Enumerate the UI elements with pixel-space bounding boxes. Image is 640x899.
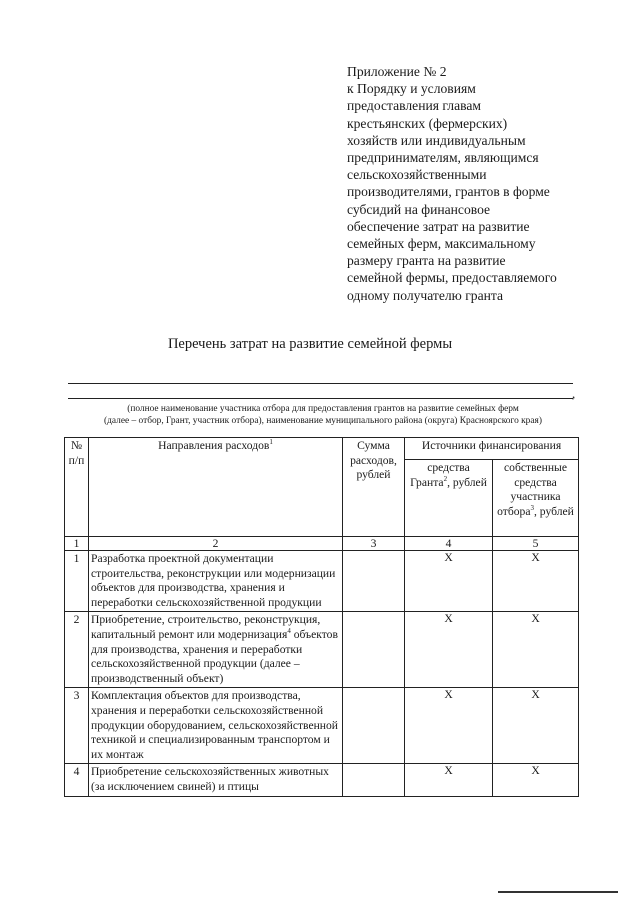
appendix-line: сельскохозяйственными	[347, 167, 487, 183]
row-number: 4	[65, 764, 89, 796]
row-own: Х	[493, 764, 579, 796]
row-name-text: объектов для производства, хранения и переработки сельскохозяйственной продукции (далее – производственный объект)	[91, 627, 338, 685]
table-row	[65, 764, 579, 796]
header-grant-text: средства Гранта	[410, 461, 470, 489]
header-directions-text: Направления расходов	[158, 439, 270, 452]
footnote-mark: 3	[530, 503, 534, 512]
trailing-comma: ,	[572, 386, 576, 401]
footnote-mark: 1	[269, 438, 273, 447]
appendix-line: семейной фермы, предоставляемого	[347, 270, 557, 286]
header-sum: Сумма расходов, рублей	[343, 438, 405, 537]
table-header-row	[65, 438, 579, 460]
header-sources: Источники финансирования	[405, 438, 579, 460]
row-sum	[343, 612, 405, 688]
row-grant: Х	[405, 551, 493, 612]
row-own: Х	[493, 688, 579, 764]
bottom-rule	[498, 891, 618, 893]
column-number: 2	[89, 537, 343, 551]
row-grant: Х	[405, 688, 493, 764]
row-sum	[343, 551, 405, 612]
row-number: 3	[65, 688, 89, 764]
row-grant: Х	[405, 612, 493, 688]
row-own: Х	[493, 551, 579, 612]
column-number: 3	[343, 537, 405, 551]
column-number: 5	[493, 537, 579, 551]
header-grant	[405, 460, 493, 537]
header-own	[493, 460, 579, 537]
appendix-line: производителями, грантов в форме	[347, 184, 550, 200]
row-name: Разработка проектной документации строительства, реконструкции или модернизации объектов для производства, хранения и переработки сельскохозяйственной продукции	[89, 551, 343, 612]
header-directions	[89, 438, 343, 537]
footnote-mark: 2	[443, 474, 448, 483]
appendix-line: хозяйств или индивидуальным	[347, 132, 526, 148]
row-own: Х	[493, 612, 579, 688]
appendix-line: Приложение № 2	[347, 64, 447, 79]
header-own-unit: , рублей	[534, 504, 574, 518]
appendix-line: предпринимателям, являющимся	[347, 150, 539, 166]
fill-in-line	[68, 383, 573, 384]
appendix-line: к Порядку и условиям	[347, 81, 476, 97]
appendix-line: размеру гранта на развитие	[347, 253, 506, 269]
appendix-line: субсидий на финансовое	[347, 201, 491, 217]
row-sum	[343, 764, 405, 796]
table-row	[65, 551, 579, 612]
column-numbering-row	[65, 537, 579, 551]
header-own-text: собственные средства участника отбора	[497, 461, 567, 518]
row-name-text: Приобретение, строительство, реконструкция, капитальный ремонт или модернизация	[91, 613, 321, 641]
table-row	[65, 612, 579, 688]
header-grant-unit: , рублей	[447, 475, 487, 489]
appendix-note	[347, 63, 597, 304]
expenses-table	[64, 437, 579, 797]
column-number: 1	[65, 537, 89, 551]
footnote-mark: 4	[287, 627, 291, 636]
column-number: 4	[405, 537, 493, 551]
row-grant: Х	[405, 764, 493, 796]
document-title: Перечень затрат на развитие семейной фермы	[167, 336, 453, 352]
table-row	[65, 688, 579, 764]
appendix-line: предоставления главам	[347, 98, 481, 114]
row-name: Приобретение сельскохозяйственных животных (за исключением свиней) и птицы	[89, 764, 343, 796]
caption-line: (далее – отбор, Грант, участник отбора), наименование муниципального района (округа) Красноярского края)	[104, 416, 542, 427]
row-name: Комплектация объектов для производства, хранения и переработки сельскохозяйственной продукции оборудованием, сельскохозяйственной техникой и специализированным транспортом и их монтаж	[89, 688, 343, 764]
appendix-line: обеспечение затрат на развитие	[347, 218, 530, 234]
caption-line: (полное наименование участника отбора для предоставления грантов на развитие семейных ферм	[127, 404, 519, 414]
appendix-line: одному получателю гранта	[347, 287, 504, 303]
row-number: 2	[65, 612, 89, 688]
fill-in-caption	[62, 403, 584, 428]
row-name	[89, 612, 343, 688]
appendix-line: семейных ферм, максимальному	[347, 236, 536, 252]
row-number: 1	[65, 551, 89, 612]
fill-in-line	[68, 398, 573, 399]
row-sum	[343, 688, 405, 764]
appendix-line: крестьянских (фермерских)	[347, 115, 508, 131]
header-num: № п/п	[65, 438, 89, 537]
